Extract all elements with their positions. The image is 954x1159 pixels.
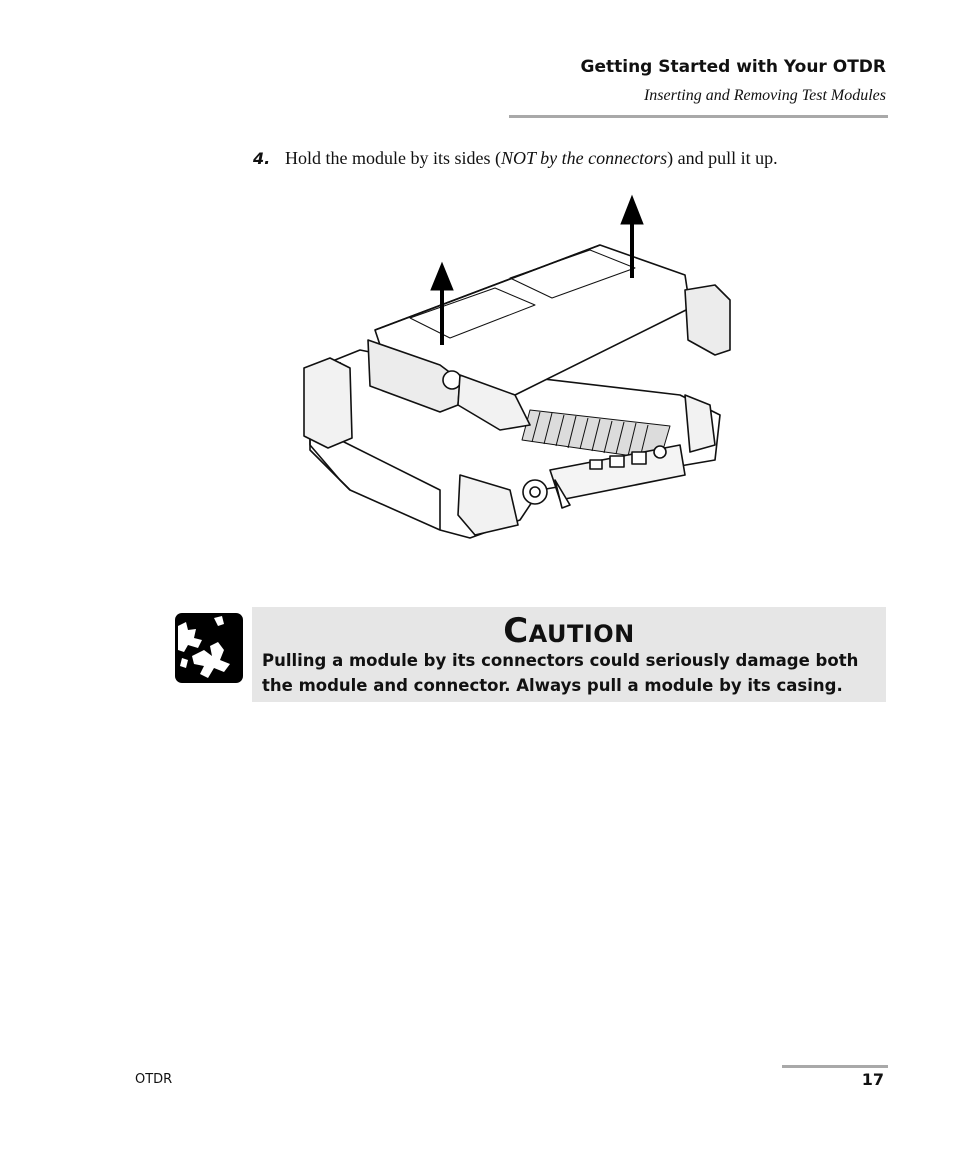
header-subtitle: Inserting and Removing Test Modules [643, 87, 886, 104]
step-number: 4. [253, 149, 271, 168]
header-title: Getting Started with Your OTDR [580, 57, 886, 77]
page-number: 17 [861, 1070, 884, 1089]
step-text-italic: NOT by the connectors [500, 148, 668, 168]
caution-heading [252, 611, 886, 651]
step-4 [253, 148, 778, 169]
caution-heading-initial: C [503, 611, 529, 651]
caution-heading-rest: AUTION [528, 620, 635, 648]
caution-box [252, 607, 886, 702]
footer-rule [782, 1065, 888, 1068]
module-removal-illustration [290, 190, 750, 550]
step-text-after: ) and pull it up. [667, 148, 778, 168]
caution-hand-icon [174, 612, 244, 684]
footer-product-name: OTDR [135, 1072, 173, 1087]
step-text-before: Hold the module by its sides ( [285, 148, 501, 168]
caution-text: Pulling a module by its connectors could seriously damage both the module and connector. Always pull a module by its casing. [262, 651, 859, 695]
header-rule [509, 115, 888, 118]
